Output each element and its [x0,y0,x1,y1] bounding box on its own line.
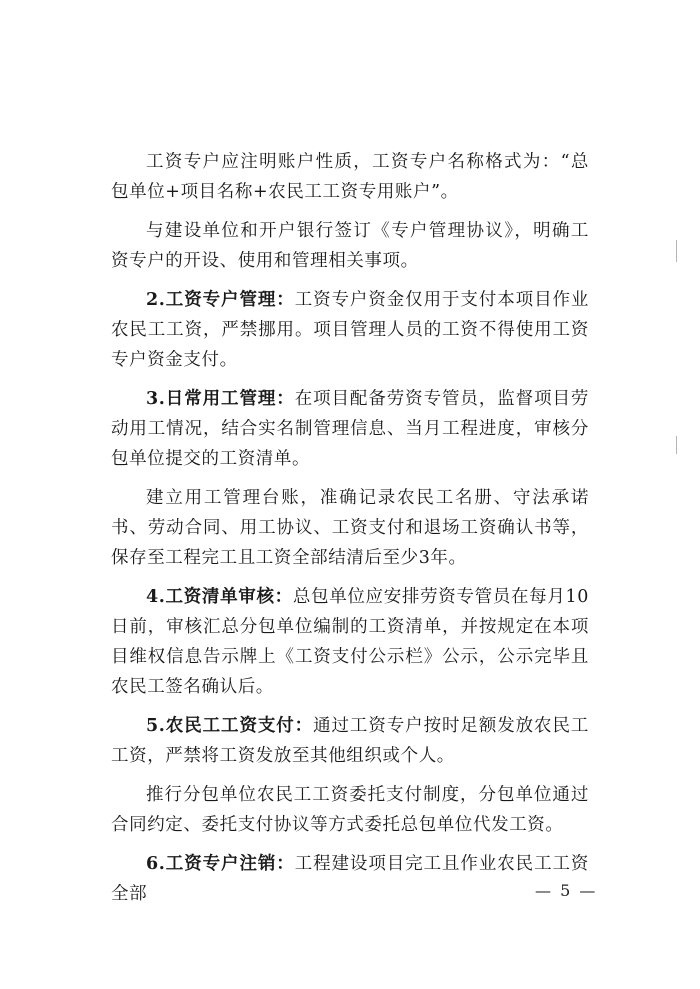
paragraph [111,483,589,573]
paragraph-text: 在项目配备劳资专管员，监督项目劳动用工情况，结合实名制管理信息、当月工程进度，审核分包单位提交的工资清单。 [111,389,589,469]
paragraph-text: 工资专户资金仅用于支付本项目作业农民工工资，严禁挪用。项目管理人员的工资不得使用工资专户资金支付。 [111,290,589,370]
paragraph-text: 建立用工管理台账，准确记录农民工名册、守法承诺书、劳动合同、用工协议、工资支付和退场工资确认书等，保存至工程完工且工资全部结清后至少3年。 [111,488,589,568]
paragraph [111,849,589,909]
paragraph-text: 通过工资专户按时足额发放农民工工资，严禁将工资发放至其他组织或个人。 [111,716,589,766]
paragraph [111,216,589,276]
paragraph-heading: 2.工资专户管理： [146,290,295,310]
scan-margin-mark [676,240,677,262]
scan-margin-mark [676,436,677,454]
paragraph [111,582,589,702]
paragraph-heading: 5.农民工工资支付： [146,716,314,736]
paragraph-heading: 4.工资清单审核： [146,587,293,607]
paragraph-heading: 6.工资专户注销： [146,854,295,874]
paragraph [111,780,589,840]
paragraph-heading: 3.日常用工管理： [146,389,295,409]
paragraph [111,711,589,771]
paragraph [111,384,589,474]
paragraph-text: 推行分包单位农民工工资委托支付制度，分包单位通过合同约定、委托支付协议等方式委托总包单位代发工资。 [111,785,589,835]
document-body [111,147,589,918]
paragraph-text: 与建设单位和开户银行签订《专户管理协议》，明确工资专户的开设、使用和管理相关事项。 [111,221,589,271]
paragraph-text: 总包单位应安排劳资专管员在每月10日前，审核汇总分包单位编制的工资清单，并按规定在本项目维权信息告示牌上《工资支付公示栏》公示，公示完毕且农民工签名确认后。 [111,587,590,697]
paragraph-text: 工程建设项目完工且作业农民工工资全部 [111,854,589,904]
paragraph [111,147,589,207]
paragraph [111,285,589,375]
paragraph-text: 工资专户应注明账户性质，工资专户名称格式为：“总包单位+项目名称+农民工工资专用账户”。 [111,152,589,202]
page-number: — 5 — [535,881,598,900]
